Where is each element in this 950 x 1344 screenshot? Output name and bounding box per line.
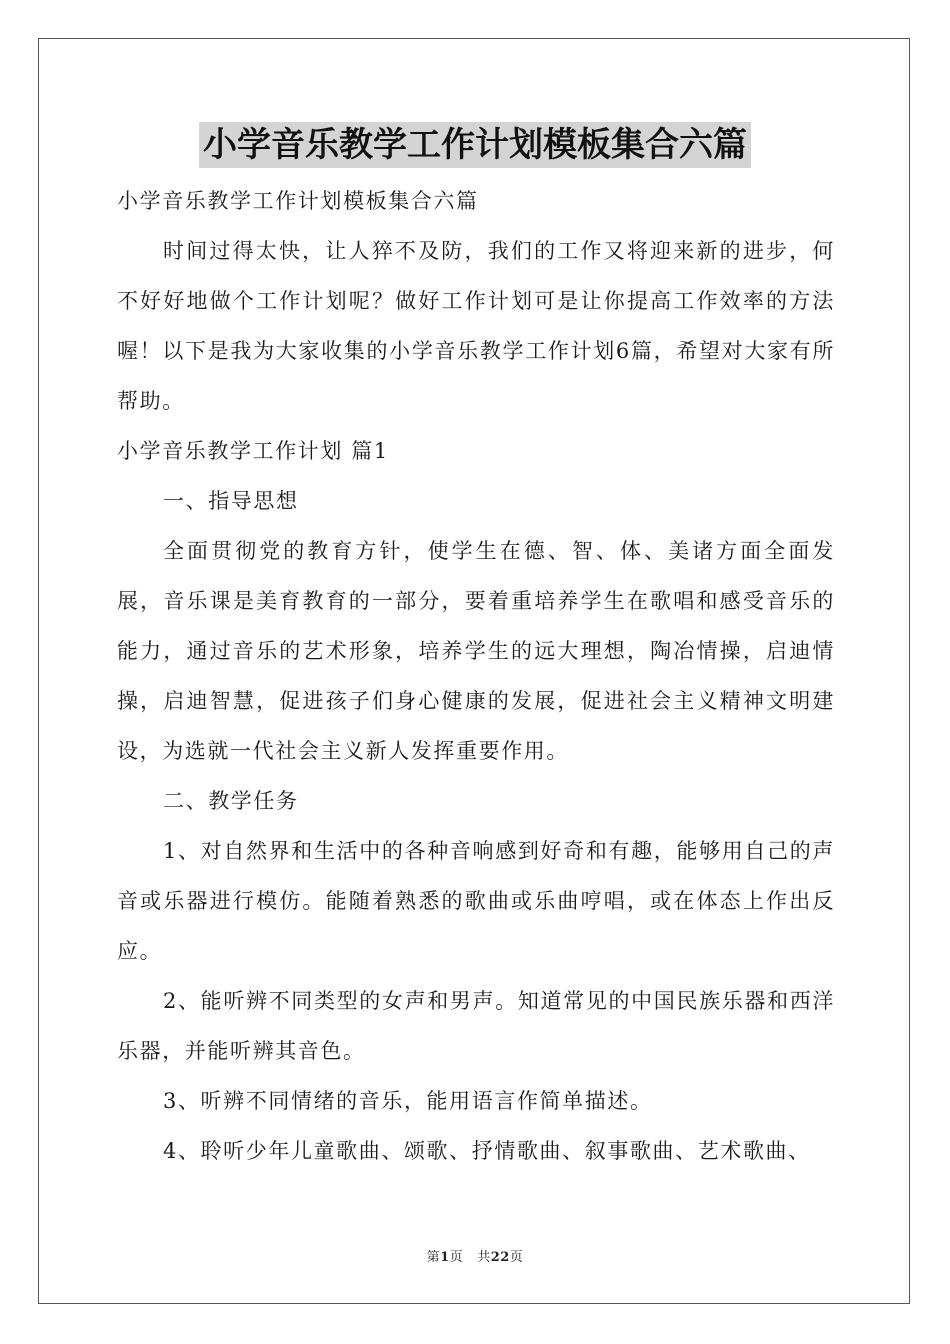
footer-total-prefix: 共 bbox=[477, 1250, 491, 1265]
footer-page-number: 1 bbox=[440, 1250, 450, 1265]
list-item: 1、对自然界和生活中的各种音响感到好奇和有趣，能够用自己的声音或乐器进行模仿。能随着熟悉的歌曲或乐曲哼唱，或在体态上作出反应。 bbox=[117, 839, 835, 963]
list-item: 2、能听辨不同类型的女声和男声。知道常见的中国民族乐器和西洋乐器，并能听辨其音色。 bbox=[117, 989, 835, 1063]
paragraph: 小学音乐教学工作计划模板集合六篇 bbox=[117, 189, 479, 213]
subheading: 二、教学任务 bbox=[163, 789, 299, 813]
section-heading: 小学音乐教学工作计划 篇1 bbox=[117, 439, 389, 463]
footer-page-suffix: 页 bbox=[449, 1250, 464, 1265]
title-container bbox=[0, 122, 950, 168]
footer-page-prefix: 第 bbox=[426, 1250, 441, 1265]
subheading: 一、指导思想 bbox=[163, 489, 299, 513]
list-item: 3、听辨不同情绪的音乐，能用语言作简单描述。 bbox=[163, 1089, 653, 1113]
document-title: 小学音乐教学工作计划模板集合六篇 bbox=[199, 122, 751, 168]
footer-total-suffix: 页 bbox=[509, 1250, 524, 1265]
paragraph: 时间过得太快，让人猝不及防，我们的工作又将迎来新的进步，何不好好地做个工作计划呢？做好工作计划可是让你提高工作效率的方法喔！以下是我为大家收集的小学音乐教学工作计划6篇，希望对大家有所帮助。 bbox=[117, 239, 835, 413]
page-footer bbox=[0, 1246, 950, 1265]
paragraph: 全面贯彻党的教育方针，使学生在德、智、体、美诸方面全面发展，音乐课是美育教育的一部分，要着重培养学生在歌唱和感受音乐的能力，通过音乐的艺术形象，培养学生的远大理想，陶冶情操，启迪情操，启迪智慧，促进孩子们身心健康的发展，促进社会主义精神文明建设，为选就一代社会主义新人发挥重要作用。 bbox=[117, 539, 835, 763]
document-body bbox=[117, 176, 835, 1176]
footer-total-pages: 22 bbox=[490, 1250, 510, 1265]
list-item: 4、聆听少年儿童歌曲、颂歌、抒情歌曲、叙事歌曲、艺术歌曲、 bbox=[163, 1139, 811, 1163]
